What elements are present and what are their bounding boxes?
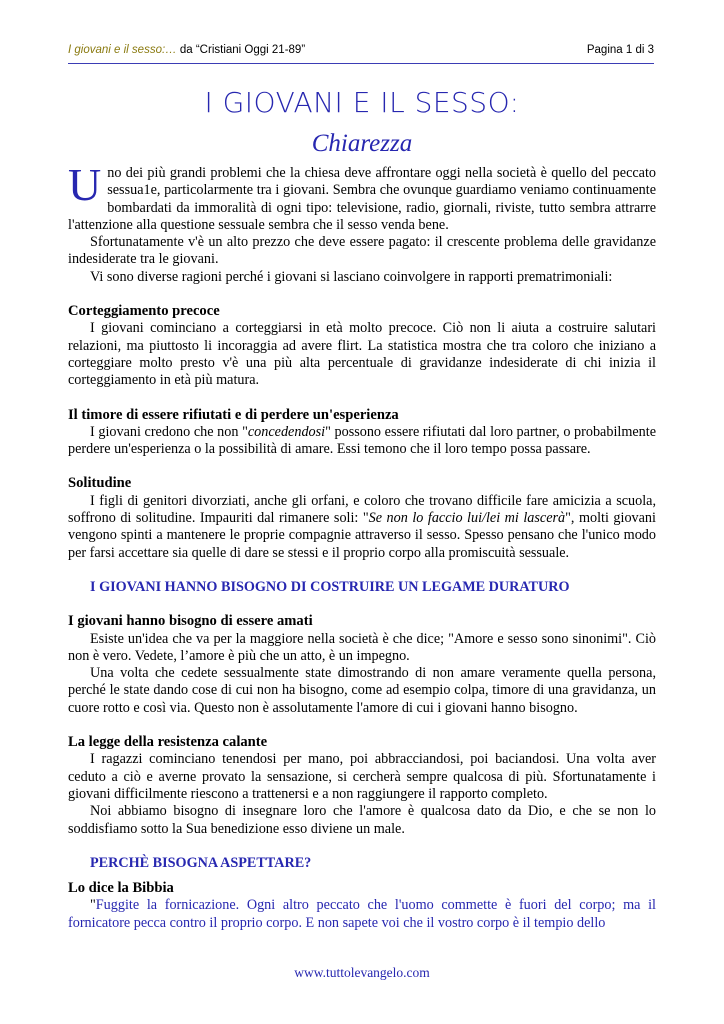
header-divider <box>68 63 654 64</box>
section-heading-aspettare: PERCHÈ BISOGNA ASPETTARE? <box>90 854 312 871</box>
legge-paragraph-1: I ragazzi cominciano tenendosi per mano, poi abbracciandosi, poi baciandosi. Una volta aver ceduto a ciò e averne provato la sensazione, si cercherà sempre qualcosa di più. Sfortunatamente i giovani difficilmente riescono a trattenersi e a non raggiungere il rapporto completo. <box>68 751 656 802</box>
page-header <box>68 44 654 62</box>
heading-timore: Il timore di essere rifiutati e di perdere un'esperienza <box>68 406 399 423</box>
intro-paragraph <box>68 159 656 234</box>
header-title: I giovani e il sesso:… <box>68 44 177 56</box>
section-heading-legame: I GIOVANI HANNO BISOGNO DI COSTRUIRE UN LEGAME DURATURO <box>90 578 570 595</box>
page-number: Pagina 1 di 3 <box>586 44 654 56</box>
solitudine-italic: Se non lo faccio lui/lei mi lascerà <box>368 510 566 527</box>
timore-text-b: " possono essere rifiutati dal loro partner, o probabilmente perdere un'esperienza o la possibilità di amare. Essi temono che il loro tempo possa passare. <box>68 423 656 458</box>
legge-paragraph-2: Noi abbiamo bisogno di insegnare loro che l'amore è qualcosa dato da Dio, e che se non lo soddisfiamo sotto la Sua benedizione esso diviene un male. <box>68 803 656 837</box>
corteggiamento-text: I giovani cominciano a corteggiarsi in età molto precoce. Ciò non li aiuta a costruire salutari relazioni, ma piuttosto li incoraggia ad avere flirt. La statistica mostra che tra coloro che iniziano a corteggiare molto presto v'è una più alta percentuale di gravidanze indesiderate di chi inizia il corteggiamento in età più matura. <box>68 320 656 389</box>
heading-corteggiamento: Corteggiamento precoce <box>68 303 220 320</box>
bibbia-quote-mark: " <box>90 897 96 914</box>
footer-url[interactable]: www.tuttolevangelo.com <box>294 965 430 980</box>
timore-text-a: I giovani credono che non " <box>90 423 248 440</box>
heading-amati: I giovani hanno bisogno di essere amati <box>68 613 313 630</box>
heading-solitudine: Solitudine <box>68 475 132 492</box>
intro-paragraph-3: Vi sono diverse ragioni perché i giovani si lasciano coinvolgere in rapporti prematrimoniali: <box>90 268 613 285</box>
amati-paragraph-2: Una volta che cedete sessualmente state dimostrando di non amare veramente quella persona, perché le state dando cose di cui non ha bisogno, come ad esempio colpa, timore di una gravidanza, un cuore rotto e così via. Questo non è assolutamente l'amore di cui i giovani hanno bisogno. <box>68 665 656 716</box>
intro-paragraph-2: Sfortunatamente v'è un alto prezzo che deve essere pagato: il crescente problema delle gravidanze indesiderate tra le giovani. <box>68 234 656 268</box>
amati-paragraph-1: Esiste un'idea che va per la maggiore nella società è che dice; "Amore e sesso sono sinonimi". Ciò non è vero. Vedete, l’amore è più che un atto, è un impegno. <box>68 630 656 664</box>
timore-italic: concedendosi <box>247 423 326 440</box>
header-source-text: da “Cristiani Oggi 21-89” <box>176 44 306 56</box>
article-body <box>68 159 656 932</box>
bibbia-quote <box>68 897 656 932</box>
page-subtitle: Chiarezza <box>311 130 413 157</box>
header-source <box>68 44 305 56</box>
timore-text <box>68 424 656 459</box>
drop-cap: U <box>68 159 102 210</box>
intro-text: no dei più grandi problemi che la chiesa deve affrontare oggi nella società è quello del peccato sessua1e, particolarmente tra i giovani. Sembra che ovunque guardiamo veniamo continuamente bombardati da immoralità di ogni tipo: televisione, radio, giornali, riviste, tutto sembra attrarre l'attenzione alla questione sessuale sembra che il sesso venda bene. <box>68 165 656 233</box>
solitudine-text-a: I figli di genitori divorziati, anche gli orfani, e coloro che trovano difficile fare amicizia a scuola, soffrono di solitudine. Impauriti dal rimanere soli: " <box>68 492 656 527</box>
page-title: I GIOVANI E IL SESSO: <box>204 86 520 119</box>
heading-legge: La legge della resistenza calante <box>68 734 268 751</box>
solitudine-text <box>68 493 656 562</box>
bibbia-quote-text: Fuggite la fornicazione. Ogni altro peccato che l'uomo commette è fuori del corpo; ma il fornicatore pecca contro il proprio corpo. E non sapete voi che il vostro corpo è il tempio dello <box>68 897 656 931</box>
heading-bibbia: Lo dice la Bibbia <box>68 880 174 897</box>
solitudine-text-b: ", molti giovani vengono spinti a mantenere le proprie compagnie attraverso il sesso. Spesso pensano che l'unico modo per farsi accettare sia quelle di dare se stessi e il proprio corpo alla promiscuità sessuale. <box>68 510 656 561</box>
